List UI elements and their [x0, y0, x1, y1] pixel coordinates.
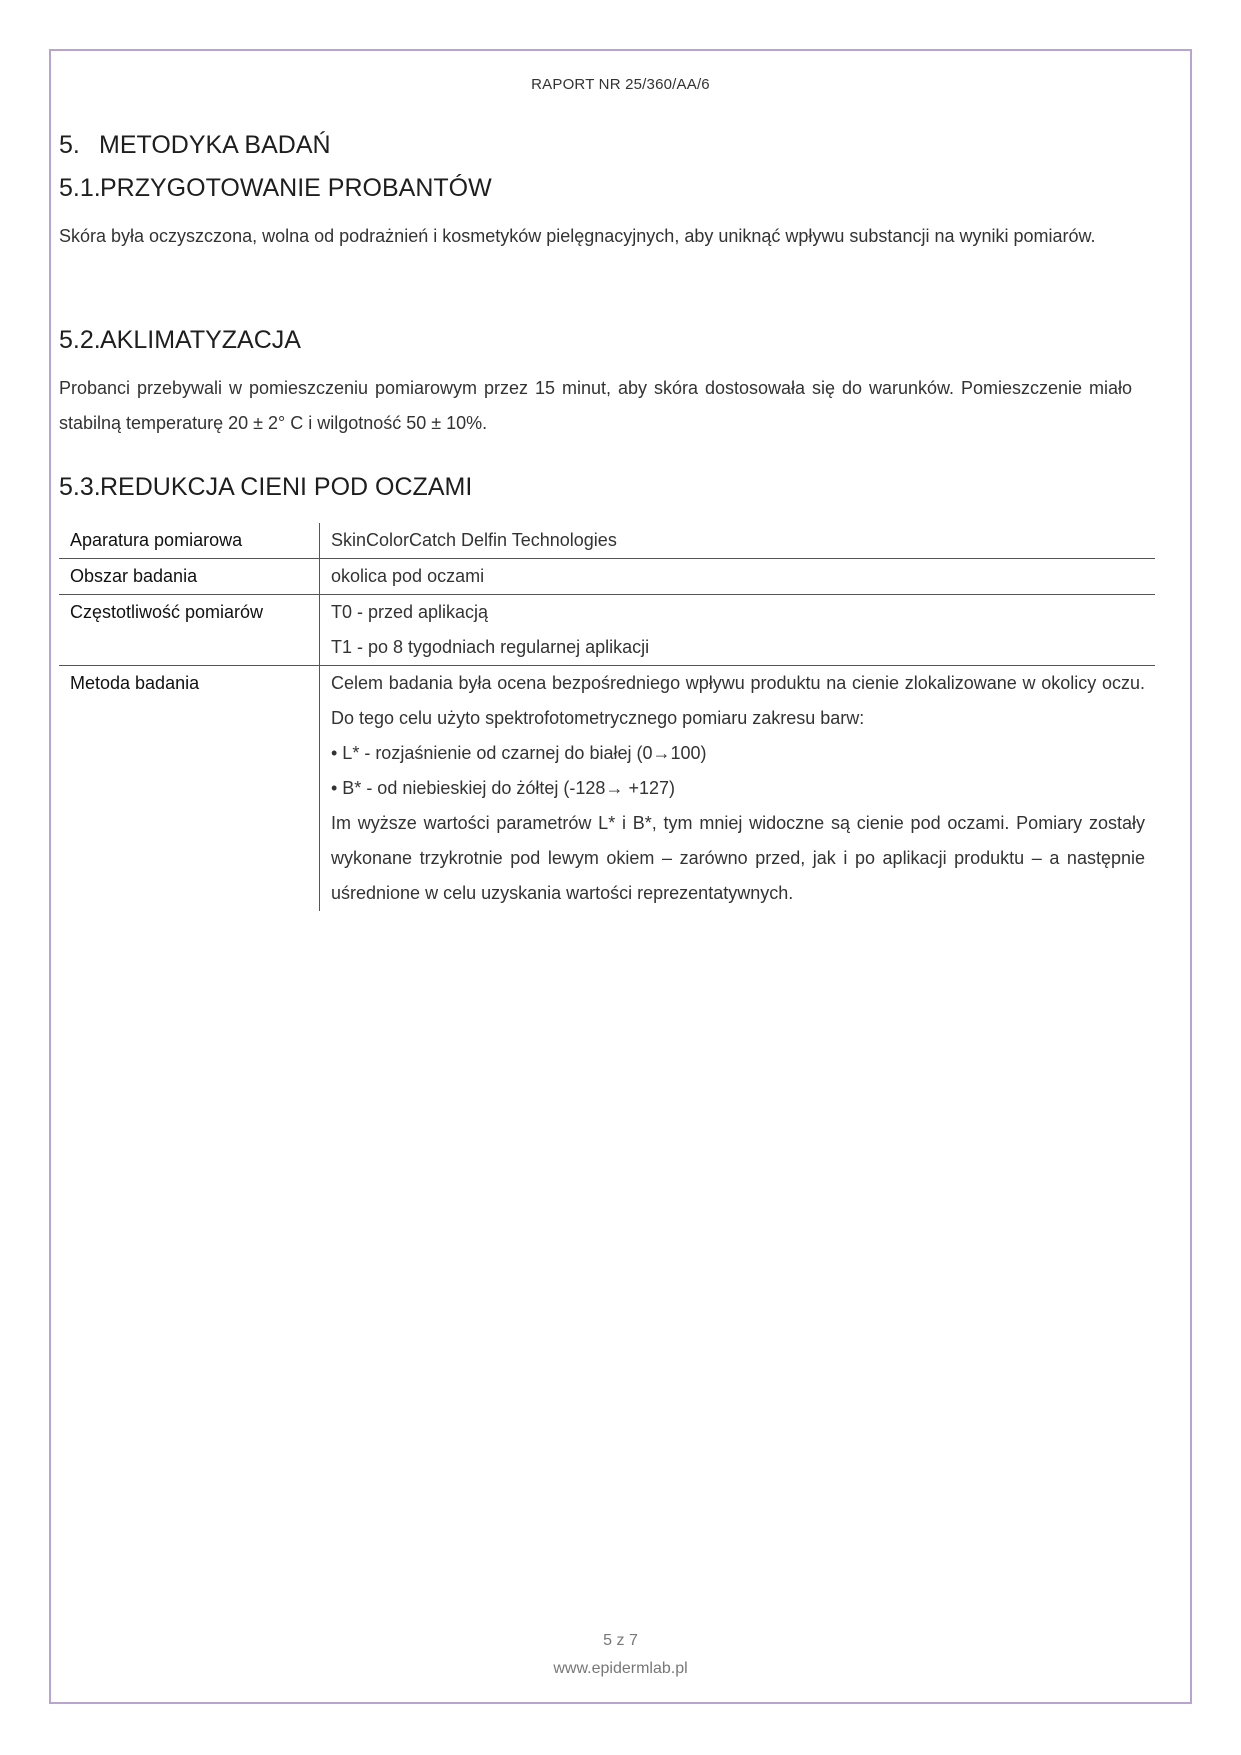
row-label: Metoda badania: [70, 673, 200, 693]
section-number: 5.3.: [59, 473, 101, 501]
report-header: RAPORT NR 25/360/AA/6: [531, 76, 710, 93]
section-title: AKLIMATYZACJA: [100, 326, 301, 354]
table-row: [59, 595, 1155, 666]
row-value: [320, 595, 1156, 666]
frequency-line: T1 - po 8 tygodniach regularnej aplikacji: [331, 637, 650, 657]
section-5-heading: [59, 131, 331, 160]
frequency-line: T0 - przed aplikacją: [331, 602, 489, 622]
table-row: [59, 559, 1155, 595]
method-bullet: • L* - rozjaśnienie od czarnej do białej (0→100): [331, 743, 707, 763]
section-5-1-text: Skóra była oczyszczona, wolna od podrażnień i kosmetyków pielęgnacyjnych, aby uniknąć wpływu substancji na wyniki pomiarów.: [59, 226, 1096, 246]
row-value: okolica pod oczami: [320, 559, 1156, 595]
section-5-3-heading: [59, 473, 472, 502]
table-row: [59, 523, 1155, 559]
row-value: SkinColorCatch Delfin Technologies: [320, 523, 1156, 559]
section-number: 5.1.: [59, 174, 101, 202]
section-number: 5.: [59, 131, 80, 159]
footer-url: www.epidermlab.pl: [553, 1660, 688, 1677]
section-5-2-heading: [59, 326, 301, 355]
page-number: 5 z 7: [603, 1632, 638, 1649]
row-label: Aparatura pomiarowa: [59, 523, 320, 559]
section-5-1-heading: [59, 174, 492, 203]
row-value: [320, 666, 1156, 912]
section-title: PRZYGOTOWANIE PROBANTÓW: [100, 174, 492, 202]
row-label: Obszar badania: [59, 559, 320, 595]
method-outro: Im wyższe wartości parametrów L* i B*, tym mniej widoczne są cienie pod oczami. Pomiary zostały wykonane trzykrotnie pod lewym okiem – zarówno przed, jak i po aplikacji produktu – a następnie uśrednione w celu uzyskania wartości reprezentatywnych.: [331, 813, 1145, 903]
section-5-2-text: Probanci przebywali w pomieszczeniu pomiarowym przez 15 minut, aby skóra dostosowała się do warunków. Pomieszczenie miało stabilną temperaturę 20 ± 2° C i wilgotność 50 ± 10%.: [59, 378, 1132, 433]
row-label: Częstotliwość pomiarów: [59, 595, 320, 666]
section-number: 5.2.: [59, 326, 101, 354]
method-bullet: • B* - od niebieskiej do żółtej (-128→ +127): [331, 778, 675, 798]
section-title: METODYKA BADAŃ: [99, 131, 331, 159]
section-title: REDUKCJA CIENI POD OCZAMI: [100, 473, 473, 501]
method-table: [59, 523, 1155, 911]
table-row: [59, 666, 1155, 912]
method-intro: Celem badania była ocena bezpośredniego wpływu produktu na cienie zlokalizowane w okolicy oczu. Do tego celu użyto spektrofotometrycznego pomiaru zakresu barw:: [331, 673, 1145, 728]
